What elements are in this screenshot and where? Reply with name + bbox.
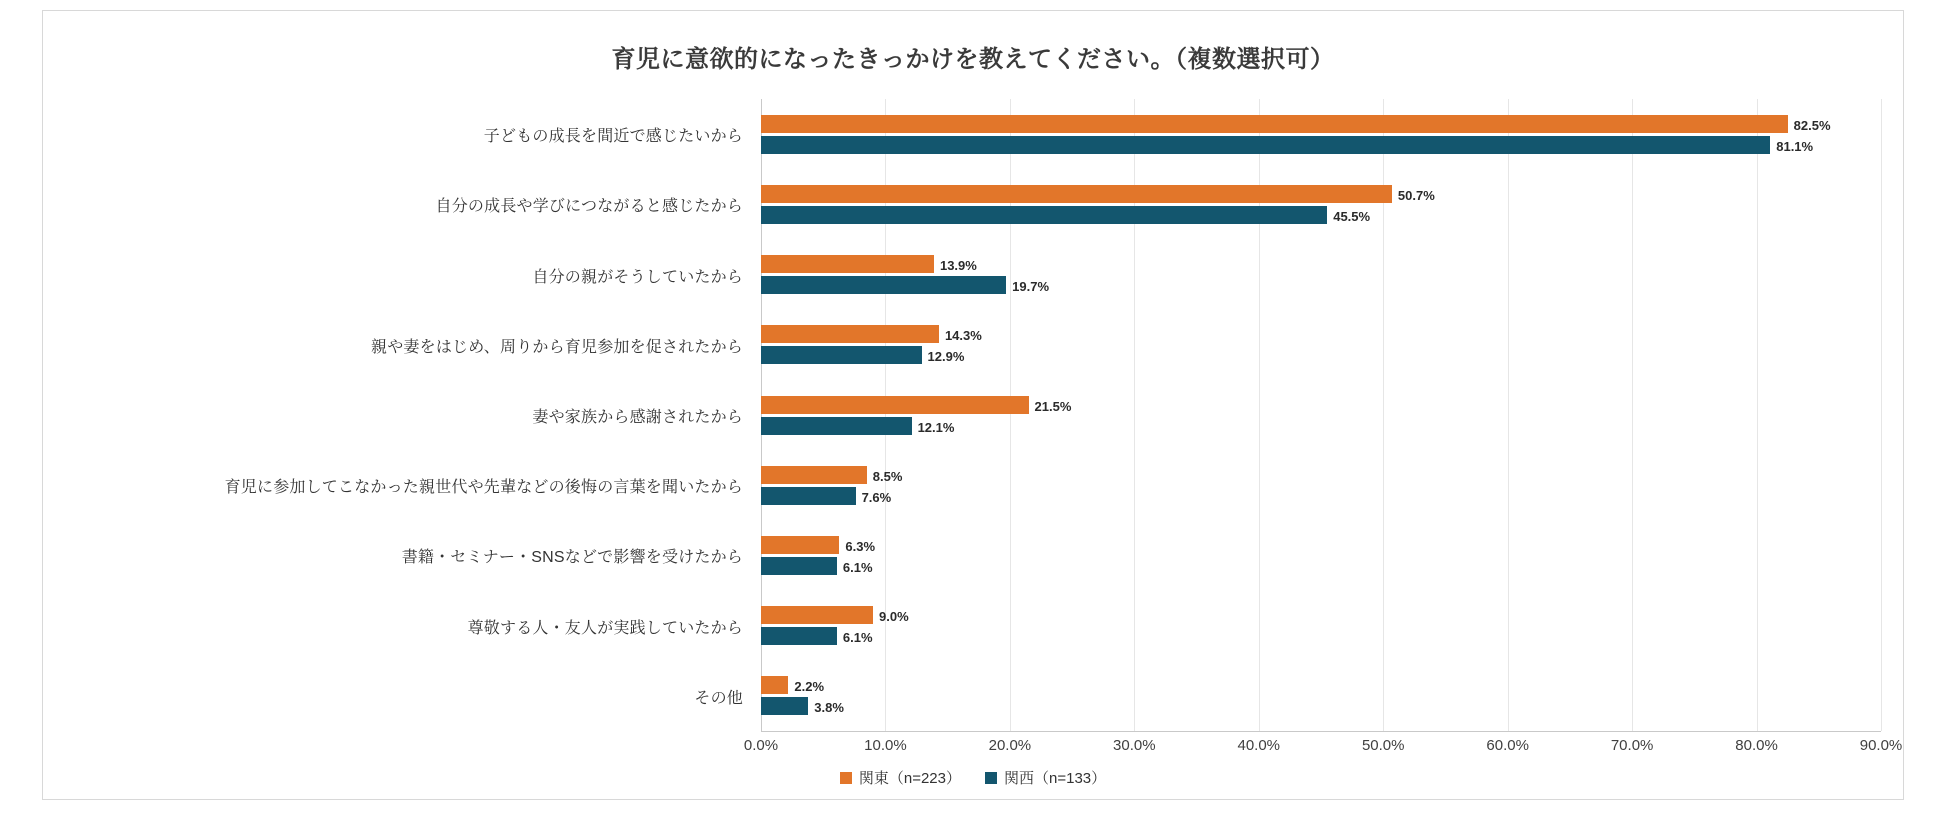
bar [761,185,1392,203]
bar-value-label: 12.1% [917,419,955,435]
bar [761,536,839,554]
bar [761,136,1770,154]
bar [761,627,837,645]
bar-value-label: 21.5% [1034,398,1072,414]
bar [761,115,1788,133]
gridline [1881,99,1882,731]
bar-value-label: 19.7% [1012,279,1050,295]
bar-value-label: 3.8% [814,700,844,716]
bar-value-label: 45.5% [1333,208,1371,224]
bar [761,396,1029,414]
legend-item[interactable] [985,767,1106,788]
category-label: 親や妻をはじめ、周りから育児参加を促されたから [371,338,743,356]
chart-legend [43,767,1903,788]
category-label: 書籍・セミナー・SNSなどで影響を受けたから [401,549,743,567]
bar-value-label: 13.9% [939,258,977,274]
x-tick-label: 10.0% [864,737,907,754]
bar [761,325,939,343]
category-label: 自分の親がそうしていたから [532,268,743,286]
category-axis-labels [43,99,743,731]
category-label: 尊敬する人・友人が実践していたから [467,619,743,637]
bar-value-label: 82.5% [1793,117,1831,133]
bar [761,255,934,273]
category-label: 育児に参加してこなかった親世代や先輩などの後悔の言葉を聞いたから [224,479,743,497]
x-tick-label: 0.0% [743,737,779,754]
chart-title: 育児に意欲的になったきっかけを教えてください。（複数選択可） [611,46,1335,73]
x-axis-line [761,731,1881,732]
plot-area [761,99,1881,731]
gridline [1632,99,1633,731]
gridline [1508,99,1509,731]
bar-value-label: 6.1% [842,559,873,575]
x-tick-label: 80.0% [1735,737,1778,754]
x-tick-label: 30.0% [1113,737,1156,754]
bar-value-label: 14.3% [944,328,982,344]
bar [761,276,1006,294]
bar [761,346,922,364]
x-tick-label: 60.0% [1486,737,1529,754]
x-tick-label: 40.0% [1237,737,1281,754]
category-label: 自分の成長や学びにつながると感じたから [435,198,743,216]
x-tick-label: 20.0% [988,737,1032,754]
bar [761,466,867,484]
bar [761,206,1327,224]
legend-label: 関西（n=133） [1004,770,1107,787]
legend-label: 関東（n=223） [858,770,961,787]
bar [761,676,788,694]
category-label: 子どもの成長を間近で感じたいから [483,128,743,146]
bar-value-label: 81.1% [1776,138,1814,154]
legend-item[interactable] [840,767,961,788]
gridline [1757,99,1758,731]
bar-value-label: 12.9% [927,349,965,365]
bar [761,697,808,715]
bar-value-label: 6.3% [845,538,876,554]
bar-value-label: 9.0% [879,609,909,625]
bar-value-label: 2.2% [794,679,825,695]
bar [761,487,856,505]
chart-card [42,10,1904,800]
bar [761,557,837,575]
bar [761,606,873,624]
x-tick-label: 70.0% [1610,737,1654,754]
x-tick-label: 50.0% [1361,737,1405,754]
legend-swatch [985,772,997,784]
bar-value-label: 8.5% [872,468,903,484]
legend-swatch [840,772,852,784]
bar-value-label: 6.1% [842,630,873,646]
category-label: 妻や家族から感謝されたから [532,409,743,426]
category-label: その他 [694,689,743,707]
bar-value-label: 50.7% [1397,187,1435,203]
x-tick-label: 90.0% [1859,737,1903,754]
bar [761,417,912,435]
bar-value-label: 7.6% [861,489,892,505]
